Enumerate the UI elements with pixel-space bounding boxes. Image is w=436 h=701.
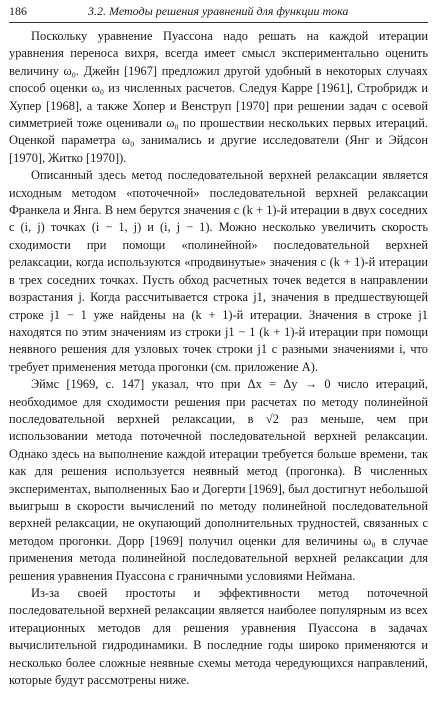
- page-number: 186: [9, 4, 27, 18]
- paragraph-2: Описанный здесь метод последовательной верхней релаксации является исходным методом «поточечной» последовательной верхней релаксации Франкела и Янга. В нем берутся значения с (k + 1)-й итерации в двух соседних с (i, j) точках (i − 1, j) и (i, j − 1). Можно несколько увеличить скорость сходимости при помощи «полинейной» последовательной верхней релаксации, когда используются «продвинутые» значения с (k + 1)-й итерации в трех соседних точках. Пусть обход расчетных точек ведется в направлении возрастания j. Когда рассчитывается строка j1, значения в предшествующей строке j1 − 1 уже найдены на (k + 1)-й итерации. Значения в строке j1 находятся по этим значениям из строки j1 − 1 (k + 1)-й итерации при помощи неявного решения для узловых точек строки j1 с разными значениями i, что требует применения метода прогонки (см. приложение А).: [9, 168, 428, 374]
- paragraph-3: Эймс [1969, с. 147] указал, что при Δx = Δy → 0 число итераций, необходимое для сходимости решения при расчетах по методу полинейной последовательной верхней релаксации, в √2 раз меньше, чем при использовании метода поточечной последовательной верхней релаксации. Однако здесь на выполнение каждой итерации требуется больше времени, так как для решения используется неявный метод (прогонка). В численных экспериментах, выполненных Бао и Догерти [1969], был достигнут небольшой выигрыш в скорости вычислений по методу полинейной последовательной верхней релаксации, не окупающий дополнительных трудностей, связанных с методом прогонки. Дорр [1969] получил оценки для величины ω₀ в случае применения метода полинейной последовательной верхней релаксации для решения уравнения Пуассона с граничными условиями Неймана.: [9, 377, 428, 583]
- paragraph-4: Из-за своей простоты и эффективности метод поточечной последовательной верхней релаксации является наиболее популярным из всех итерационных методов для решения уравнения Пуассона в задачах вычислительной гидродинамики. В последние годы широко применяются и несколько более сложные неявные схемы метода чередующихся направлений, которые будут рассмотрены ниже.: [9, 586, 428, 688]
- running-title: 3.2. Методы решения уравнений для функции тока: [88, 4, 349, 18]
- body-text: [9, 28, 428, 689]
- paragraph-1: Поскольку уравнение Пуассона надо решать на каждой итерации уравнения переноса вихря, всегда имеет смысл экспериментально оценить величину ω₀. Джейн [1967] предложил другой удобный в некоторых случаях способ оценки ω₀ из численных расчетов. Следуя Карре [1961], Стробридж и Хупер [1968], а также Хопер и Венструп [1970] при решении задач с осевой симметрией тоже оценивали ω₀ по прошествии нескольких первых итераций. Оценкой параметра ω₀ занимались и другие исследователи (Янг и Эйдсон [1970], Житко [1970]).: [9, 29, 428, 165]
- page-header: [9, 0, 428, 23]
